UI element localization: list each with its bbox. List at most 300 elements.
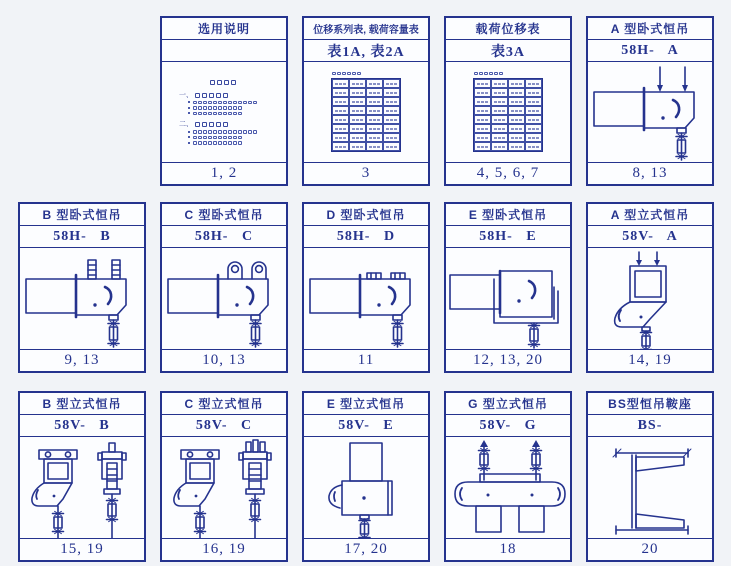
blurred-text-glyph [519,83,522,86]
blurred-text-glyph [498,83,501,86]
mini-table-cell [525,79,542,88]
blurred-text-glyph [373,146,376,149]
blurred-text-glyph [193,141,197,145]
blurred-text-glyph [373,128,376,131]
blurred-text-glyph [502,128,505,131]
blurred-text-glyph [202,93,207,98]
hanger-drawing [20,249,144,349]
blurred-text-glyph [494,110,497,113]
blurred-text-glyph [377,110,380,113]
blurred-text-glyph [233,141,237,145]
panel-subtitle: 58H- A [588,40,712,62]
blurred-text-glyph [502,119,505,122]
hanger-drawing [588,62,712,162]
panel-footer: 4, 5, 6, 7 [446,162,570,184]
panel-bs-hanger-saddle [586,391,714,562]
blurred-text-glyph [352,110,355,113]
blurred-text-glyph [213,136,217,140]
blurred-text-glyph [224,80,229,85]
blurred-text-glyph [335,92,338,95]
blurred-text-glyph [484,72,488,76]
blurred-text-glyph [203,141,207,145]
blurred-text-glyph [352,101,355,104]
blurred-text-glyph [498,92,501,95]
blurred-text-glyph [373,92,376,95]
blurred-text-glyph [218,141,222,145]
mini-table-cell [383,142,400,151]
mini-table-cell [366,133,383,142]
blurred-text-glyph [238,130,242,134]
blurred-text-glyph [360,92,363,95]
blurred-text-glyph [248,130,252,134]
blurred-text-glyph [193,106,197,110]
panel-figure [446,248,570,349]
blurred-text-glyph [477,146,480,149]
panel-subtitle: 58V- E [304,415,428,437]
panel-subtitle: 58H- D [304,226,428,248]
blurred-text-glyph [335,83,338,86]
blurred-text-glyph [209,93,214,98]
blurred-text-glyph [198,130,202,134]
panel-type-a-vertical-hanger [586,202,714,373]
panel-selection-notes [160,16,288,186]
blurred-text-glyph [498,119,501,122]
blurred-text-glyph [203,101,207,105]
mini-table-cell [383,97,400,106]
mini-table-cell [349,133,366,142]
blurred-text-glyph [536,101,539,104]
blurred-text-glyph [536,128,539,131]
blurred-text-glyph [343,92,346,95]
panel-title: B 型立式恒吊 [20,393,144,415]
blurred-text-glyph [532,110,535,113]
mini-table-cell [491,115,508,124]
blurred-text-glyph [532,119,535,122]
blurred-text-glyph [238,112,242,116]
blurred-text-glyph [477,110,480,113]
mini-table-cell [366,142,383,151]
blurred-text-glyph [223,112,227,116]
blurred-text-glyph [369,110,372,113]
blurred-text-glyph [394,110,397,113]
panel-footer: 1, 2 [162,162,286,184]
blurred-text-glyph [477,119,480,122]
blurred-text-glyph [390,83,393,86]
blurred-text-glyph [532,101,535,104]
blurred-text-glyph [223,141,227,145]
blurred-text-glyph [511,92,514,95]
blurred-text-glyph [347,72,351,76]
hanger-drawing [304,249,428,349]
blurred-text-glyph [223,106,227,110]
blurred-text-glyph [377,101,380,104]
blurred-text-glyph [373,119,376,122]
blurred-text-glyph [339,137,342,140]
panel-title: 位移系列表, 载荷容量表 [304,18,428,40]
blurred-text-glyph [356,119,359,122]
blurred-text-glyph [335,101,338,104]
blurred-text-glyph [188,131,190,133]
blurred-text-glyph [536,119,539,122]
mini-table-cell [508,115,525,124]
blurred-text-glyph [243,101,247,105]
blurred-text-glyph [343,101,346,104]
blurred-text-glyph [386,110,389,113]
blurred-text-glyph [390,101,393,104]
blurred-text-glyph [195,93,200,98]
blurred-text-glyph [198,101,202,105]
blurred-text-glyph [532,92,535,95]
blurred-text-glyph [386,146,389,149]
blurred-text-glyph [223,130,227,134]
blurred-text-glyph [238,136,242,140]
blurred-text-glyph [499,72,503,76]
blurred-text-glyph [481,92,484,95]
blurred-text-glyph [335,119,338,122]
blurred-text-glyph [335,146,338,149]
blurred-text-glyph [223,93,228,98]
blurred-text-glyph [511,146,514,149]
blurred-text-glyph [519,92,522,95]
blurred-text-glyph [208,141,212,145]
mini-table-cell [525,88,542,97]
blurred-text-glyph [481,137,484,140]
blurred-text-glyph [339,110,342,113]
blurred-text-glyph [356,146,359,149]
blurred-text-glyph [360,146,363,149]
blurred-text-glyph [360,128,363,131]
blurred-text-glyph [203,112,207,116]
blurred-text-glyph [213,130,217,134]
panel-subtitle: 58V- B [20,415,144,437]
mini-table-cell [349,97,366,106]
blurred-text-glyph [243,130,247,134]
blurred-text-glyph [502,146,505,149]
mini-table-cell [332,124,349,133]
blurred-text-glyph [519,128,522,131]
panel-type-e-horizontal-hanger [444,202,572,373]
blurred-text-glyph [223,101,227,105]
blurred-text-glyph [203,106,207,110]
blurred-text-glyph [213,106,217,110]
blurred-text-glyph [515,110,518,113]
blurred-text-glyph [386,83,389,86]
blurred-text-glyph [485,101,488,104]
blurred-text-glyph [519,137,522,140]
mini-table-cell [366,106,383,115]
blurred-text-glyph [373,110,376,113]
blurred-text-glyph [339,92,342,95]
blurred-text-glyph [485,110,488,113]
blurred-text-glyph [198,136,202,140]
blurred-text-glyph [373,83,376,86]
blurred-text-glyph [198,141,202,145]
blurred-text-glyph [208,101,212,105]
blurred-text-glyph [394,128,397,131]
hanger-drawing [446,249,570,349]
blurred-text-glyph [233,130,237,134]
blurred-text-glyph [386,119,389,122]
mini-table-cell [332,133,349,142]
blurred-text-glyph [477,92,480,95]
panel-figure [162,62,286,162]
panel-subtitle: 58V- A [588,226,712,248]
blurred-text-glyph [515,128,518,131]
panel-title: C 型立式恒吊 [162,393,286,415]
blurred-text-glyph [238,106,242,110]
blurred-text-line [188,101,277,105]
blurred-text-glyph [208,112,212,116]
blurred-text-glyph [213,101,217,105]
blurred-text-glyph [369,92,372,95]
blurred-text-glyph [528,110,531,113]
blurred-text-glyph [369,137,372,140]
mini-table-grid [331,78,401,152]
panel-title: B 型卧式恒吊 [20,204,144,226]
blurred-text-glyph [357,72,361,76]
blurred-text-glyph [515,137,518,140]
blurred-text-glyph [519,110,522,113]
blurred-text-glyph [352,119,355,122]
panel-title: D 型卧式恒吊 [304,204,428,226]
mini-table-cell [508,79,525,88]
mini-table-cell [525,142,542,151]
panel-type-c-horizontal-hanger [160,202,288,373]
blurred-text-glyph [528,137,531,140]
panel-subtitle: 58H- C [162,226,286,248]
blurred-text-glyph [369,83,372,86]
list-heading-label: 一、 [179,91,193,99]
mini-table-cell [474,88,491,97]
blurred-text-glyph [193,112,197,116]
blurred-text-glyph [193,136,197,140]
mini-table-caption [332,72,362,76]
blurred-text-glyph [216,93,221,98]
blurred-text-glyph [481,119,484,122]
hanger-drawing [588,438,712,538]
blurred-text-glyph [494,83,497,86]
blurred-text-glyph [335,137,338,140]
mini-table-cell [383,106,400,115]
mini-table-cell [332,97,349,106]
blurred-text-glyph [352,137,355,140]
blurred-text-glyph [238,101,242,105]
blurred-text-glyph [390,137,393,140]
blurred-text-glyph [360,137,363,140]
blurred-text-glyph [223,136,227,140]
panel-title: E 型卧式恒吊 [446,204,570,226]
blurred-text-glyph [223,122,228,127]
panel-title: 载荷位移表 [446,18,570,40]
mini-table-cell [474,142,491,151]
panel-subtitle: 58H- E [446,226,570,248]
blurred-text-glyph [394,146,397,149]
blurred-text-glyph [231,80,236,85]
blurred-text-line [188,106,277,110]
blurred-text-glyph [536,146,539,149]
blurred-text-glyph [511,101,514,104]
blurred-text-glyph [233,112,237,116]
blurred-text-glyph [208,130,212,134]
blurred-text-glyph [202,122,207,127]
blurred-text-glyph [238,141,242,145]
blurred-text-glyph [203,136,207,140]
blurred-text-glyph [352,72,356,76]
panel-type-a-horizontal-hanger [586,16,714,186]
hanger-drawing [162,249,286,349]
blurred-text-line [188,136,277,140]
blurred-text-glyph [228,112,232,116]
blurred-text-glyph [218,112,222,116]
mini-table-cell [366,97,383,106]
blurred-text-glyph [253,101,257,105]
panel-type-b-horizontal-hanger [18,202,146,373]
panel-figure [588,437,712,538]
mini-table-cell [366,88,383,97]
mini-table-cell [332,106,349,115]
blurred-text-glyph [339,83,342,86]
blurred-text-glyph [511,119,514,122]
panel-footer: 8, 13 [588,162,712,184]
panel-footer: 11 [304,349,428,371]
blurred-text-glyph [498,146,501,149]
panel-title: C 型卧式恒吊 [162,204,286,226]
panel-figure [588,248,712,349]
panel-type-e-vertical-hanger [302,391,430,562]
mini-table-cell [525,106,542,115]
panel-load-displacement-table [444,16,572,186]
hanger-drawing [162,438,286,538]
hanger-drawing [304,438,428,538]
blurred-text-glyph [188,101,190,103]
blurred-text-glyph [218,136,222,140]
mini-table-cell [491,88,508,97]
panel-subtitle: BS- [588,415,712,437]
mini-table-cell [349,79,366,88]
blurred-text-glyph [339,101,342,104]
blurred-text-glyph [360,119,363,122]
blurred-text-glyph [343,110,346,113]
mini-table-cell [508,142,525,151]
hanger-drawing [20,438,144,538]
blurred-text-glyph [511,137,514,140]
mini-table-cell [349,88,366,97]
mini-table-cell [474,124,491,133]
panel-figure [20,248,144,349]
blurred-text-glyph [208,136,212,140]
blurred-text-glyph [213,112,217,116]
blurred-text-glyph [377,83,380,86]
blurred-text-glyph [343,146,346,149]
blurred-text-glyph [494,72,498,76]
blurred-text-glyph [390,119,393,122]
panel-title: G 型立式恒吊 [446,393,570,415]
blurred-text-glyph [515,92,518,95]
blurred-text-glyph [481,83,484,86]
blurred-text-glyph [339,119,342,122]
blurred-text-glyph [352,128,355,131]
blurred-text-glyph [356,101,359,104]
mini-table-cell [474,97,491,106]
blurred-text-glyph [481,146,484,149]
blurred-text-glyph [502,83,505,86]
blurred-text-glyph [519,101,522,104]
blurred-text-glyph [477,137,480,140]
blurred-text-glyph [228,141,232,145]
blurred-text-glyph [188,107,190,109]
blurred-text-glyph [532,128,535,131]
panel-footer: 10, 13 [162,349,286,371]
blurred-text-glyph [228,130,232,134]
blurred-text-glyph [208,106,212,110]
blurred-text-glyph [485,128,488,131]
blurred-text-glyph [195,122,200,127]
blurred-text-glyph [532,146,535,149]
panel-footer: 20 [588,538,712,560]
blurred-text-glyph [369,146,372,149]
blurred-text-glyph [394,137,397,140]
blurred-text-glyph [536,137,539,140]
hanger-drawing [588,249,712,349]
panel-footer: 17, 20 [304,538,428,560]
blurred-text-glyph [343,83,346,86]
blurred-text-glyph [377,137,380,140]
blurred-text-glyph [356,128,359,131]
blurred-text-glyph [498,110,501,113]
blurred-text-glyph [494,137,497,140]
panel-figure [588,62,712,162]
panel-figure [304,62,428,162]
blurred-text-glyph [390,128,393,131]
blurred-text-glyph [498,101,501,104]
panel-figure [446,62,570,162]
panel-figure [446,437,570,538]
blurred-text-glyph [528,101,531,104]
selection-notes-text [162,78,286,147]
mini-table-cell [383,124,400,133]
panel-type-d-horizontal-hanger [302,202,430,373]
blurred-text-glyph [337,72,341,76]
panel-title: E 型立式恒吊 [304,393,428,415]
mini-table-cell [474,106,491,115]
mini-table-cell [349,106,366,115]
blurred-text-glyph [494,101,497,104]
blurred-text-glyph [218,106,222,110]
blurred-text-glyph [356,137,359,140]
blurred-text-glyph [193,101,197,105]
blurred-text-glyph [339,128,342,131]
panel-figure [20,437,144,538]
blurred-text-glyph [532,137,535,140]
blurred-text-glyph [515,83,518,86]
blurred-text-glyph [394,92,397,95]
blurred-text-glyph [369,101,372,104]
panel-displacement-series-table [302,16,430,186]
blurred-text-glyph [528,128,531,131]
blurred-text-line [188,141,277,145]
mini-table-cell [508,133,525,142]
blurred-text-glyph [515,146,518,149]
blurred-text-glyph [386,101,389,104]
blurred-text-glyph [377,146,380,149]
mini-table-cell [383,79,400,88]
panel-footer: 14, 19 [588,349,712,371]
panel-subtitle: 58V- G [446,415,570,437]
blurred-text-glyph [352,92,355,95]
blurred-text-glyph [213,141,217,145]
mini-table-cell [366,79,383,88]
blurred-text-glyph [386,137,389,140]
